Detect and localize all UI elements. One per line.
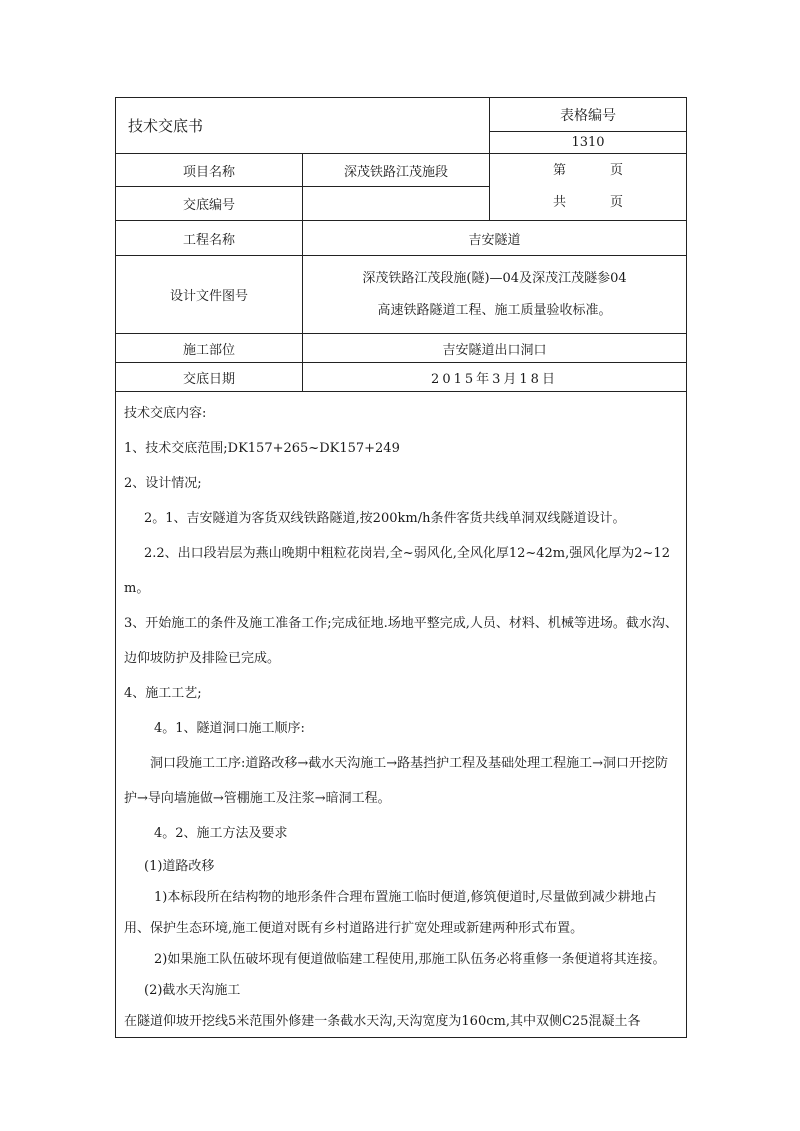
total-pages-label: 共	[553, 195, 567, 210]
content-para-14: 在隧道仰坡开挖线5米范围外修建一条截水天沟,天沟宽度为160cm,其中双侧C25混凝土各	[124, 1014, 641, 1029]
date-value: 2015年3月18日	[303, 363, 687, 392]
design-doc-line-2: 高速铁路隧道工程、施工质量验收标准。	[377, 302, 612, 318]
content-para-6: 4、施工工艺;	[124, 686, 202, 701]
project-name-label: 项目名称	[116, 154, 303, 187]
content-para-12: 2)如果施工队伍破坏现有便道做临建工程使用,那施工队伍务必将重修一条便道将其连接。	[154, 952, 666, 967]
page-suffix-label: 页	[610, 163, 624, 178]
project-name-value: 深茂铁路江茂施段	[303, 154, 490, 187]
disclosure-no-label: 交底编号	[116, 187, 303, 221]
work-name-value: 吉安隧道	[303, 221, 687, 256]
content-para-2: 2、设计情况;	[124, 476, 202, 491]
total-pages-suffix-label: 页	[610, 195, 624, 210]
disclosure-form-table	[115, 97, 687, 1038]
date-label: 交底日期	[116, 363, 303, 392]
document-title: 技术交底书	[116, 98, 490, 154]
content-para-3: 2。1、吉安隧道为客货双线铁路隧道,按200km/h条件客货共线单洞双线隧道设计。	[144, 511, 626, 526]
content-para-11: 1)本标段所在结构物的地形条件合理布置施工临时便道,修筑便道时,尽量做到减少耕地占用、保护生态环境,施工便道对既有乡村道路进行扩宽处理或新建两种形式布置。	[124, 890, 657, 936]
site-value: 吉安隧道出口洞口	[303, 334, 687, 363]
form-code-label: 表格编号	[490, 98, 687, 132]
disclosure-no-value	[303, 187, 490, 221]
content-para-9: 4。2、施工方法及要求	[154, 826, 288, 841]
content-para-10: (1)道路改移	[144, 859, 215, 874]
content-para-1: 1、技术交底范围;DK157+265~DK157+249	[124, 441, 400, 456]
content-para-8: 洞口段施工工序:道路改移→截水天沟施工→路基挡护工程及基础处理工程施工→洞口开挖防护→导向墙施做→管棚施工及注浆→暗洞工程。	[124, 756, 669, 806]
site-label: 施工部位	[116, 334, 303, 363]
content-heading: 技术交底内容:	[124, 406, 207, 421]
design-doc-value	[303, 256, 687, 334]
page-info-cell	[490, 154, 687, 221]
content-para-13: (2)截水天沟施工	[144, 983, 241, 998]
design-doc-label: 设计文件图号	[116, 256, 303, 334]
work-name-label: 工程名称	[116, 221, 303, 256]
form-code-value: 1310	[490, 132, 687, 154]
content-para-5: 3、开始施工的条件及施工准备工作;完成征地.场地平整完成,人员、材料、机械等进场。截水沟、边仰坡防护及排险已完成。	[124, 616, 678, 666]
page-no-label: 第	[553, 163, 567, 178]
design-doc-line-1: 深茂铁路江茂段施(隧)—04及深茂江茂隧参04	[362, 270, 627, 286]
content-para-7: 4。1、隧道洞口施工顺序:	[154, 721, 305, 736]
content-para-4: 2.2、出口段岩层为燕山晚期中粗粒花岗岩,全~弱风化,全风化厚12~42m,强风化厚为2~12m。	[124, 546, 670, 596]
disclosure-content	[116, 392, 687, 1038]
